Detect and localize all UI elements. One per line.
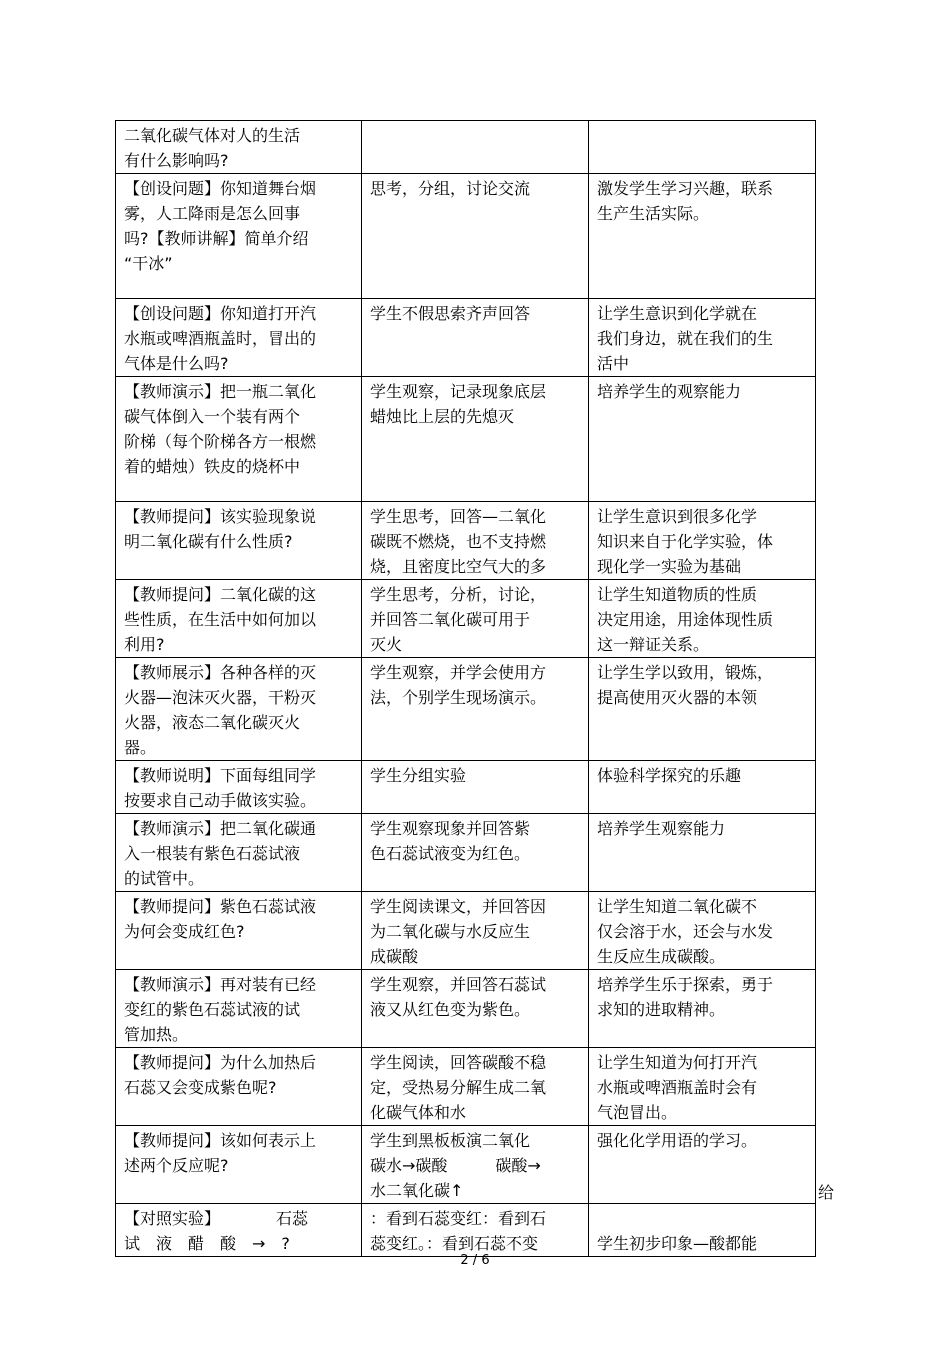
student-activity-cell: 学生观察，并学会使用方 法，个别学生现场演示。 [362, 658, 589, 761]
student-activity-cell: 学生思考，分析，讨论， 并回答二氧化碳可用于 灭火 [362, 580, 589, 658]
student-activity-cell: ：看到石蕊变红：看到石 蕊变红。：看到石蕊不变 [362, 1204, 589, 1257]
table-row [116, 814, 816, 892]
page-number: 2 / 6 [460, 1253, 490, 1268]
design-purpose-cell: 让学生知道为何打开汽 水瓶或啤酒瓶盖时会有 气泡冒出。 [589, 1048, 816, 1126]
teacher-activity-cell: 【教师提问】为什么加热后 石蕊又会变成紫色呢? [116, 1048, 362, 1126]
student-activity-cell: 学生阅读，回答碳酸不稳 定，受热易分解生成二氧 化碳气体和水 [362, 1048, 589, 1126]
table-row [116, 892, 816, 970]
table-row [116, 1204, 816, 1257]
overflow-character: 给 [818, 1183, 835, 1202]
teacher-activity-cell: 【教师提问】该实验现象说 明二氧化碳有什么性质? [116, 502, 362, 580]
table-row [116, 580, 816, 658]
teacher-activity-cell: 【教师提问】二氧化碳的这 些性质，在生活中如何加以 利用? [116, 580, 362, 658]
design-purpose-cell: 培养学生的观察能力 [589, 377, 816, 502]
design-purpose-cell: 强化化学用语的学习。 [589, 1126, 816, 1204]
table-row [116, 377, 816, 502]
student-activity-cell: 学生阅读课文，并回答因 为二氧化碳与水反应生 成碳酸 [362, 892, 589, 970]
design-purpose-cell: 学生初步印象—酸都能 [589, 1204, 816, 1257]
design-purpose-cell: 培养学生乐于探索，勇于 求知的进取精神。 [589, 970, 816, 1048]
teacher-activity-cell: 【教师说明】下面每组同学 按要求自己动手做该实验。 [116, 761, 362, 814]
teacher-activity-cell: 【教师提问】该如何表示上 述两个反应呢? [116, 1126, 362, 1204]
table-row [116, 121, 816, 174]
design-purpose-cell: 激发学生学习兴趣，联系 生产生活实际。 [589, 174, 816, 299]
design-purpose-cell: 让学生知道物质的性质 决定用途，用途体现性质 这一辩证关系。 [589, 580, 816, 658]
teacher-activity-cell: 【教师演示】把一瓶二氧化 碳气体倒入一个装有两个 阶梯（每个阶梯各方一根燃 着的蜡烛）铁皮的烧杯中 [116, 377, 362, 502]
student-activity-cell [362, 121, 589, 174]
student-activity-cell: 学生观察现象并回答紫 色石蕊试液变为红色。 [362, 814, 589, 892]
design-purpose-cell: 让学生知道二氧化碳不 仅会溶于水，还会与水发 生反应生成碳酸。 [589, 892, 816, 970]
student-activity-cell: 学生观察，记录现象底层 蜡烛比上层的先熄灭 [362, 377, 589, 502]
table-row [116, 174, 816, 299]
lesson-plan-table [115, 120, 816, 1257]
teacher-activity-cell: 【教师演示】把二氧化碳通 入一根装有紫色石蕊试液 的试管中。 [116, 814, 362, 892]
teacher-activity-cell: 【教师展示】各种各样的灭 火器—泡沫灭火器，干粉灭 火器，液态二氧化碳灭火 器。 [116, 658, 362, 761]
table-row [116, 299, 816, 377]
table-row [116, 1048, 816, 1126]
teacher-activity-cell: 【教师演示】再对装有已经 变红的紫色石蕊试液的试 管加热。 [116, 970, 362, 1048]
table-row [116, 1126, 816, 1204]
design-purpose-cell: 让学生意识到很多化学 知识来自于化学实验，体 现化学一实验为基础 [589, 502, 816, 580]
teacher-activity-cell: 【创设问题】你知道打开汽 水瓶或啤酒瓶盖时，冒出的 气体是什么吗? [116, 299, 362, 377]
table-row [116, 502, 816, 580]
table-row [116, 970, 816, 1048]
student-activity-cell: 学生到黑板板演二氧化 碳水→碳酸 碳酸→ 水二氧化碳↑ [362, 1126, 589, 1204]
student-activity-cell: 学生思考，回答—二氧化 碳既不燃烧，也不支持燃 烧，且密度比空气大的多 [362, 502, 589, 580]
student-activity-cell: 学生分组实验 [362, 761, 589, 814]
teacher-activity-cell: 【创设问题】你知道舞台烟 雾，人工降雨是怎么回事 吗?【教师讲解】简单介绍 “干冰” [116, 174, 362, 299]
design-purpose-cell: 体验科学探究的乐趣 [589, 761, 816, 814]
design-purpose-cell: 让学生学以致用，锻炼， 提高使用灭火器的本领 [589, 658, 816, 761]
student-activity-cell: 学生不假思索齐声回答 [362, 299, 589, 377]
student-activity-cell: 思考，分组，讨论交流 [362, 174, 589, 299]
teacher-activity-cell: 【教师提问】紫色石蕊试液 为何会变成红色? [116, 892, 362, 970]
design-purpose-cell [589, 121, 816, 174]
design-purpose-cell: 让学生意识到化学就在 我们身边，就在我们的生 活中 [589, 299, 816, 377]
table-row [116, 658, 816, 761]
student-activity-cell: 学生观察，并回答石蕊试 液又从红色变为紫色。 [362, 970, 589, 1048]
teacher-activity-cell: 【对照实验】 石蕊 试 液 醋 酸 → ? [116, 1204, 362, 1257]
teacher-activity-cell: 二氧化碳气体对人的生活 有什么影响吗? [116, 121, 362, 174]
table-row [116, 761, 816, 814]
design-purpose-cell: 培养学生观察能力 [589, 814, 816, 892]
